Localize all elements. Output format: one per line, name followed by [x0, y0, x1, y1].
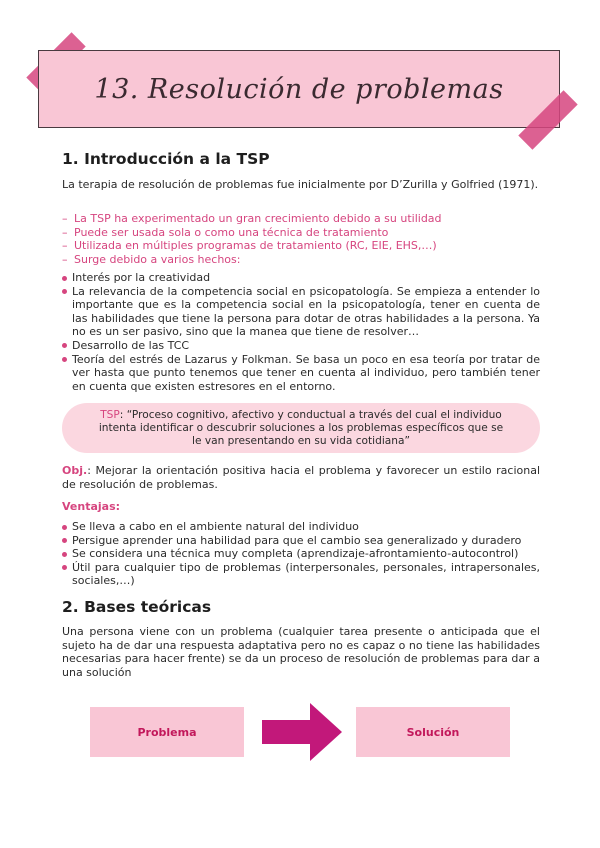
list-item: Interés por la creatividad — [62, 271, 540, 285]
section-1-heading: 1. Introducción a la TSP — [62, 150, 270, 168]
flow-box-solution — [356, 707, 510, 757]
facts-list — [62, 271, 540, 393]
title-box — [38, 50, 560, 128]
intro-paragraph: La terapia de resolución de problemas fue inicialmente por D’Zurilla y Golfried (1971). — [62, 178, 539, 191]
list-item: Se considera una técnica muy completa (aprendizaje-afrontamiento-autocontrol) — [62, 547, 540, 561]
section-2-paragraph: Una persona viene con un problema (cualquier tarea presente o anticipada que el sujeto ha de dar una respuesta adaptativa pero no es capaz o no tiene las habilidades necesarias para hacer frente) se da un proceso de resolución de problemas para dar a una solución — [62, 625, 540, 679]
list-item: – Surge debido a varios hechos: — [62, 253, 540, 267]
dash-list — [62, 212, 540, 266]
list-item: Persigue aprender una habilidad para que el cambio sea generalizado y duradero — [62, 534, 540, 548]
objective-label: Obj. — [62, 464, 88, 477]
list-item: La relevancia de la competencia social en psicopatología. Se empieza a entender lo importante que es la competencia social en la psicopatología, tener en cuenta de las habilidades que tiene la persona para dotar de otras habilidades a la persona. Ya no es un ser pasivo, sino que la manea que tiene de resolver… — [62, 285, 540, 339]
flow-box-problem — [90, 707, 244, 757]
list-item: Útil para cualquier tipo de problemas (interpersonales, personales, intrapersonales, sociales,…) — [62, 561, 540, 588]
list-item: – Utilizada en múltiples programas de tratamiento (RC, EIE, EHS,…) — [62, 239, 540, 253]
advantages-label: Ventajas: — [62, 500, 121, 513]
objective-paragraph — [62, 464, 540, 491]
list-item: Desarrollo de las TCC — [62, 339, 540, 353]
list-item: Teoría del estrés de Lazarus y Folkman. Se basa un poco en esa teoría por tratar de ver hasta que punto tenemos que tener en cuenta al individuo, pero también tener en cuenta que existen estresores en el entorno. — [62, 353, 540, 394]
definition-text: : “Proceso cognitivo, afectivo y conductual a través del cual el individuo intenta identificar o descubrir soluciones a los problemas específicos que se le van presentando en su vida cotidiana” — [98, 409, 504, 447]
list-item: Se lleva a cabo en el ambiente natural del individuo — [62, 520, 540, 534]
arrow-shape — [262, 703, 342, 761]
definition-callout — [62, 403, 540, 453]
arrow-right-icon — [262, 703, 342, 761]
page-title: 13. Resolución de problemas — [94, 73, 504, 105]
section-2-heading: 2. Bases teóricas — [62, 598, 212, 616]
list-item: – Puede ser usada sola o como una técnica de tratamiento — [62, 226, 540, 240]
list-item: – La TSP ha experimentado un gran crecimiento debido a su utilidad — [62, 212, 540, 226]
definition-label: TSP — [100, 409, 120, 421]
flow-box-problem-label: Problema — [137, 725, 197, 739]
advantages-list — [62, 520, 540, 588]
objective-text: : Mejorar la orientación positiva hacia el problema y favorecer un estilo racional de resolución de problemas. — [62, 464, 540, 491]
flow-box-solution-label: Solución — [406, 725, 460, 739]
